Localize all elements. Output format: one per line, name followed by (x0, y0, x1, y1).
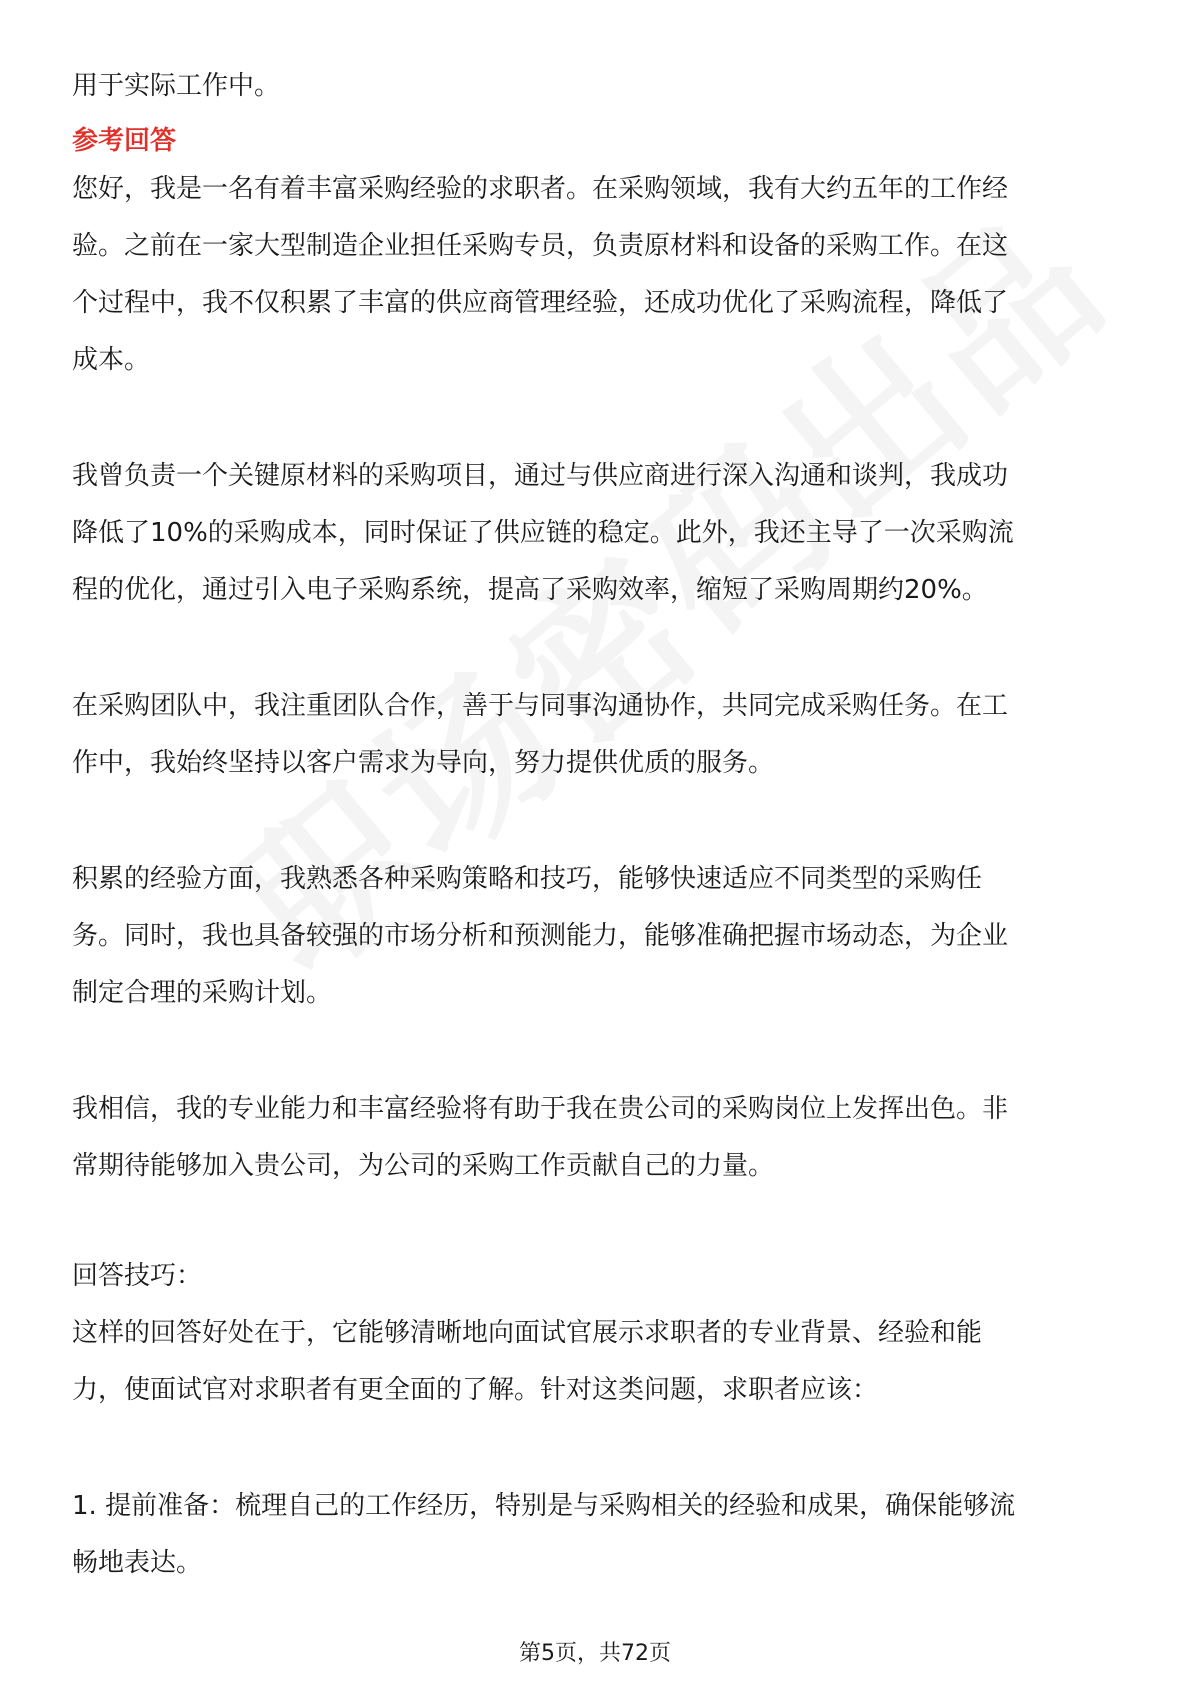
answer-heading: 参考回答 (72, 126, 177, 156)
text-line: 程的优化，通过引入电子采购系统，提高了采购效率，缩短了采购周期约20%。 (72, 575, 988, 605)
paragraph-experience (72, 851, 1118, 1022)
text-line: 作中，我始终坚持以客户需求为导向，努力提供优质的服务。 (72, 748, 775, 778)
text-line: 常期待能够加入贵公司，为公司的采购工作贡献自己的力量。 (72, 1151, 775, 1181)
text-line: 这样的回答好处在于，它能够清晰地向面试官展示求职者的专业背景、经验和能 (72, 1318, 983, 1348)
page-number: 第5页，共72页 (519, 1641, 671, 1666)
text-line: 用于实际工作中。 (72, 71, 281, 101)
text-line: 1. 提前准备：梳理自己的工作经历，特别是与采购相关的经验和成果，确保能够流 (72, 1491, 1016, 1521)
text-line: 您好，我是一名有着丰富采购经验的求职者。在采购领域，我有大约五年的工作经 (72, 174, 1009, 204)
text-line: 个过程中，我不仅积累了丰富的供应商管理经验，还成功优化了采购流程，降低了 (72, 288, 1009, 318)
text-line: 验。之前在一家大型制造企业担任采购专员，负责原材料和设备的采购工作。在这 (72, 231, 1009, 261)
paragraph-tips (72, 1305, 1118, 1419)
text-line: 我相信，我的专业能力和丰富经验将有助于我在贵公司的采购岗位上发挥出色。非 (72, 1094, 1009, 1124)
text-line: 成本。 (72, 345, 151, 375)
paragraph-intro (72, 161, 1118, 389)
text-line: 我曾负责一个关键原材料的采购项目，通过与供应商进行深入沟通和谈判，我成功 (72, 461, 1009, 491)
text-line: 积累的经验方面，我熟悉各种采购策略和技巧，能够快速适应不同类型的采购任 (72, 864, 983, 894)
document-body (72, 58, 1118, 1592)
text-line: 力，使面试官对求职者有更全面的了解。针对这类问题，求职者应该： (72, 1375, 879, 1405)
text-line: 降低了10%的采购成本，同时保证了供应链的稳定。此外，我还主导了一次采购流 (72, 518, 1014, 548)
paragraph-project (72, 448, 1118, 619)
paragraph-team (72, 678, 1118, 792)
text-line: 畅地表达。 (72, 1548, 203, 1578)
tips-heading: 回答技巧： (72, 1261, 203, 1291)
paragraph-tip-1 (72, 1478, 1118, 1592)
paragraph-closing (72, 1081, 1118, 1195)
text-line: 在采购团队中，我注重团队合作，善于与同事沟通协作，共同完成采购任务。在工 (72, 691, 1009, 721)
text-line: 制定合理的采购计划。 (72, 978, 333, 1008)
text-line: 务。同时，我也具备较强的市场分析和预测能力，能够准确把握市场动态，为企业 (72, 921, 1009, 951)
